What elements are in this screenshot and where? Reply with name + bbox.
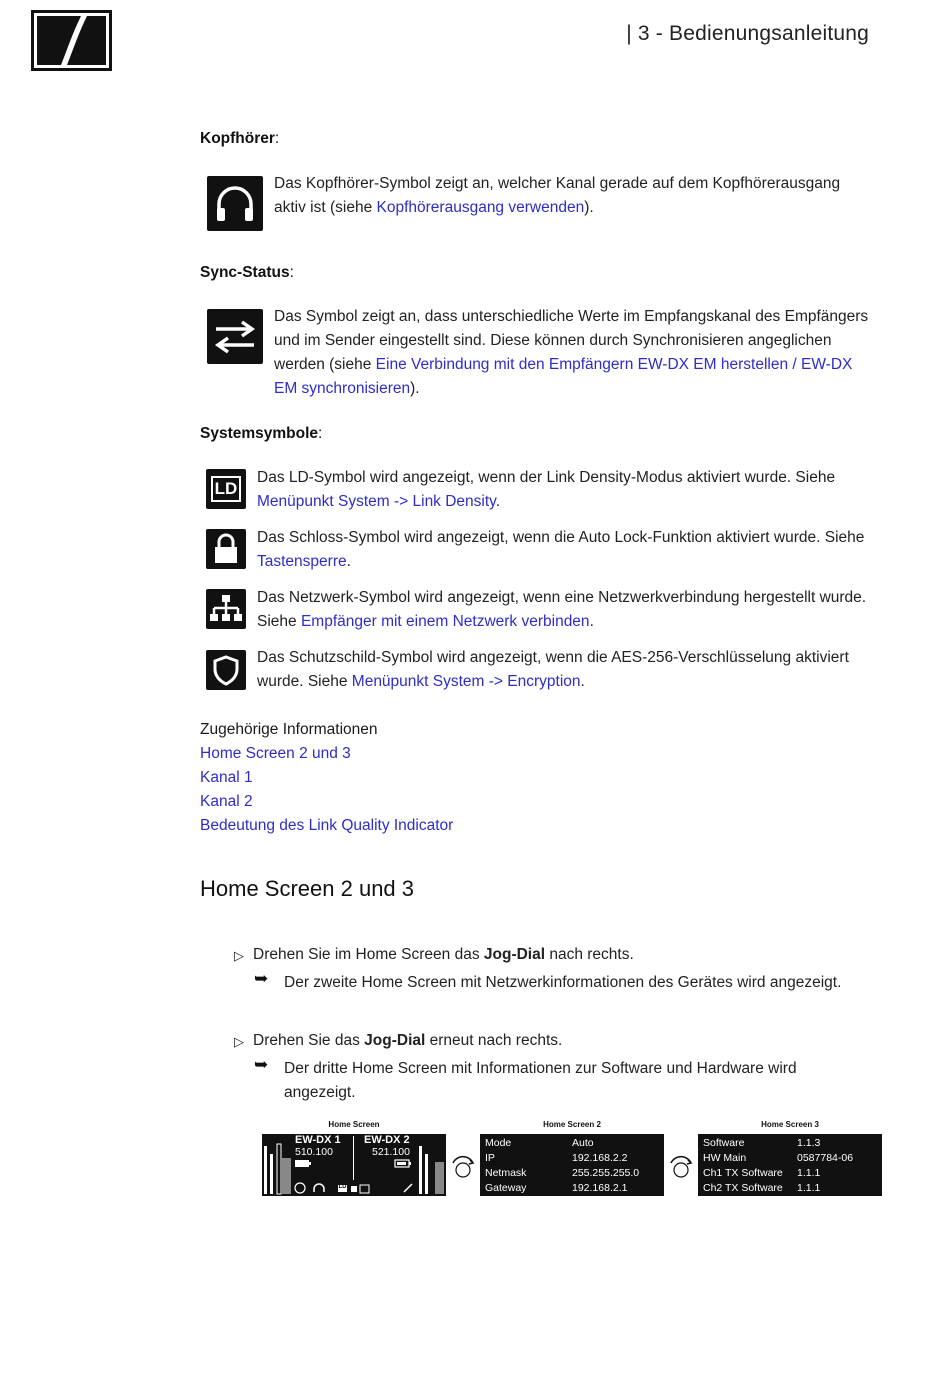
related-link-channel-2[interactable]: Kanal 2	[200, 793, 253, 810]
document-header-title: | 3 - Bedienungsanleitung	[626, 22, 869, 45]
home-screen-3-label: Home Screen 3	[761, 1120, 819, 1129]
network-description: Das Netzwerk-Symbol wird angezeigt, wenn eine Netzwerkverbindung hergestellt wurde. Siehe Empfänger mit einem Netzwerk verbinden.	[257, 589, 867, 630]
link-density-mini-icon: LD	[338, 1184, 347, 1190]
result-arrow-icon: ➥	[254, 1055, 269, 1074]
sennheiser-logo	[31, 10, 112, 71]
jog-dial-icon	[668, 1154, 694, 1180]
related-info	[200, 718, 453, 838]
network-icon	[206, 589, 246, 629]
shield-description: Das Schutzschild-Symbol wird angezeigt, wenn die AES-256-Verschlüsselung aktiviert wurde. Siehe Menüpunkt System -> Encryption.	[257, 649, 849, 690]
step-1: Drehen Sie im Home Screen das Jog-Dial nach rechts.	[253, 946, 634, 963]
channel-1-name: EW-DX 1	[295, 1134, 341, 1146]
home-screen-3: Software 1.1.3 HW Main 0587784-06 Ch1 TX Software 1.1.1 Ch2 TX Software 1.1.1	[698, 1134, 882, 1196]
result-arrow-icon: ➥	[254, 969, 269, 988]
channel-2-name: EW-DX 2	[364, 1134, 410, 1146]
related-link-lqi[interactable]: Bedeutung des Link Quality Indicator	[200, 817, 454, 834]
channel-1-frequency: 510.100	[295, 1146, 333, 1158]
jog-dial-icon	[450, 1154, 476, 1180]
system-symbols-heading: Systemsymbole:	[200, 425, 323, 442]
link-headphone-output[interactable]: Kopfhörerausgang verwenden	[376, 199, 585, 216]
link-density-icon: LD	[206, 469, 246, 509]
step-2-result: Der dritte Home Screen mit Informationen zur Software und Hardware wird angezeigt.	[284, 1060, 797, 1101]
step-triangle-icon: ▷	[234, 948, 244, 963]
headphones-description: Das Kopfhörer-Symbol zeigt an, welcher Kanal gerade auf dem Kopfhörerausgang aktiv ist (siehe Kopfhörerausgang verwenden).	[274, 175, 841, 216]
sync-description: Das Symbol zeigt an, dass unterschiedliche Werte im Empfangskanal des Empfängers und im Sender eingestellt sind. Diese können durch Synchronisieren angeglichen werden (siehe Eine Verbindung mit den Empfängern EW-DX EM herstellen / EW-DX EM synchronisieren).	[274, 308, 869, 397]
sync-arrows-icon	[207, 309, 263, 364]
headphones-icon	[207, 176, 263, 231]
link-connect-network[interactable]: Empfänger mit einem Netzwerk verbinden	[300, 613, 590, 630]
link-menu-encryption[interactable]: Menüpunkt System -> Encryption	[351, 673, 581, 690]
link-sync-receivers[interactable]: Eine Verbindung mit den Empfängern EW-DX EM herstellen / EW-DX EM synchronisieren	[274, 356, 853, 397]
section-heading-home-screens: Home Screen 2 und 3	[200, 876, 415, 901]
shield-icon	[206, 650, 246, 690]
sync-heading: Sync-Status:	[200, 264, 294, 281]
related-info-heading: Zugehörige Informationen	[200, 721, 378, 738]
related-link-home-screen[interactable]: Home Screen 2 und 3	[200, 745, 351, 762]
home-screen-2-label: Home Screen 2	[543, 1120, 601, 1129]
home-screen-1-label: Home Screen	[328, 1120, 380, 1129]
channel-2-frequency: 521.100	[372, 1146, 410, 1158]
link-density-description: Das LD-Symbol wird angezeigt, wenn der Link Density-Modus aktiviert wurde. Siehe Menüpunkt System -> Link Density.	[257, 469, 836, 510]
lock-icon	[206, 529, 246, 569]
step-2: Drehen Sie das Jog-Dial erneut nach rechts.	[253, 1032, 563, 1049]
home-screen-2: Mode Auto IP 192.168.2.2 Netmask 255.255.255.0 Gateway 192.168.2.1	[480, 1134, 664, 1196]
link-key-lock[interactable]: Tastensperre	[257, 553, 347, 570]
link-menu-link-density[interactable]: Menüpunkt System -> Link Density	[257, 493, 496, 510]
step-1-result: Der zweite Home Screen mit Netzwerkinformationen des Gerätes wird angezeigt.	[284, 974, 842, 991]
headphones-heading: Kopfhörer:	[200, 130, 280, 147]
step-triangle-icon: ▷	[234, 1034, 244, 1049]
related-link-channel-1[interactable]: Kanal 1	[200, 769, 253, 786]
home-screen-1	[262, 1134, 446, 1196]
lock-description: Das Schloss-Symbol wird angezeigt, wenn die Auto Lock-Funktion aktiviert wurde. Siehe Tastensperre.	[257, 529, 865, 570]
